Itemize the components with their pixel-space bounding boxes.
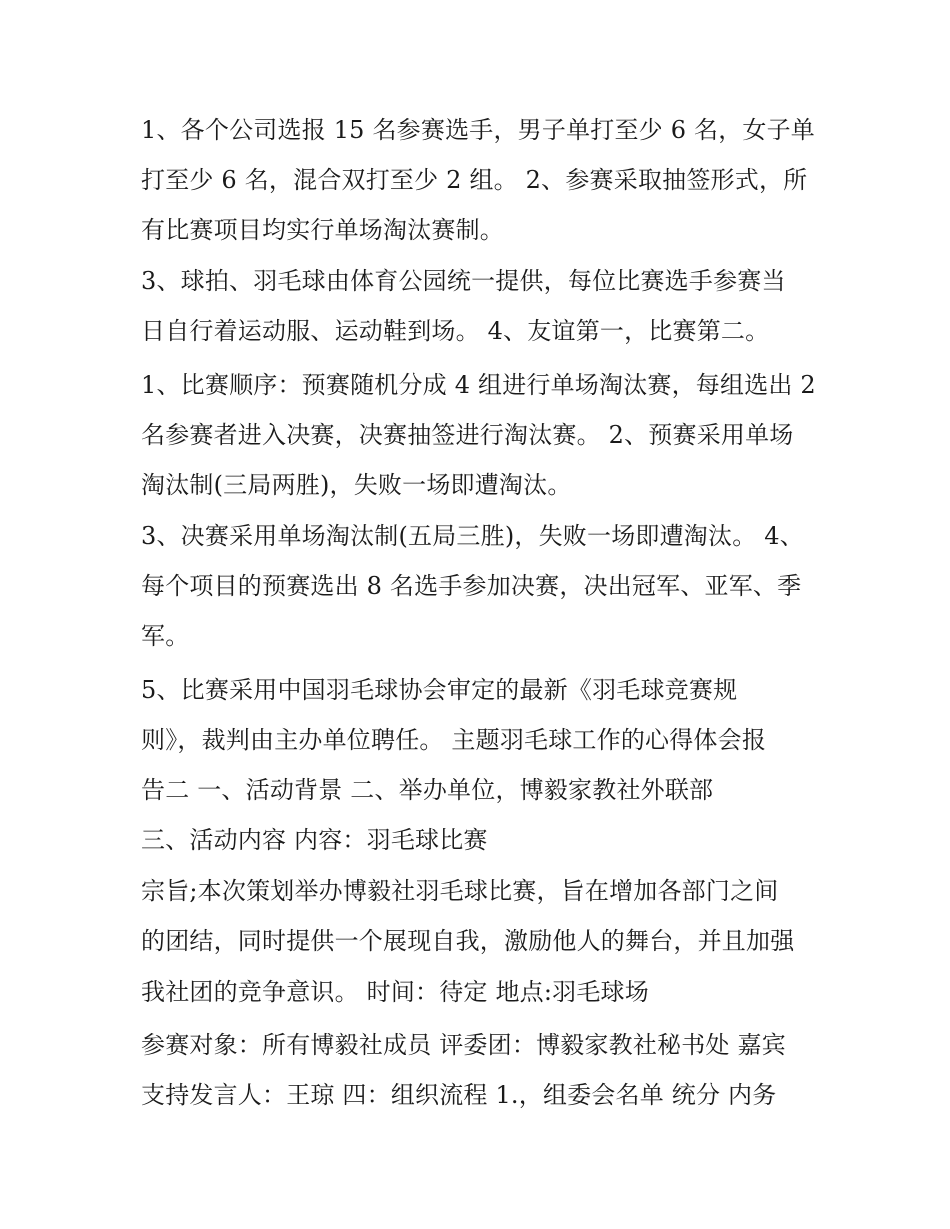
text-line-9: 3、决赛采用单场淘汰制(五局三胜)，失败一场即遭淘汰。 4、	[141, 522, 804, 550]
text-line-20: 支持发言人：王琼 四：组织流程 1.，组委会名单 统分 内务	[141, 1081, 777, 1109]
text-line-10: 每个项目的预赛选出 8 名选手参加决赛，决出冠军、亚军、季	[141, 572, 802, 600]
text-line-15: 三、活动内容 内容：羽毛球比赛	[141, 826, 488, 854]
text-line-13: 则》，裁判由主办单位聘任。 主题羽毛球工作的心得体会报	[141, 726, 767, 754]
text-line-11: 军。	[141, 622, 190, 650]
text-line-18: 我社团的竞争意识。 时间：待定 地点:羽毛球场	[141, 978, 649, 1006]
text-line-14: 告二 一、活动背景 二、举办单位，博毅家教社外联部	[141, 776, 714, 804]
text-line-3: 有比赛项目均实行单场淘汰赛制。	[141, 216, 504, 244]
text-line-19: 参赛对象：所有博毅社成员 评委团：博毅家教社秘书处 嘉宾	[141, 1031, 786, 1059]
text-line-5: 日自行着运动服、运动鞋到场。 4、友谊第一，比赛第二。	[141, 317, 770, 345]
text-line-1: 1、各个公司选报 15 名参赛选手，男子单打至少 6 名，女子单	[141, 116, 815, 144]
text-line-7: 名参赛者进入决赛，决赛抽签进行淘汰赛。 2、预赛采用单场	[141, 421, 794, 449]
text-line-8: 淘汰制(三局两胜)，失败一场即遭淘汰。	[141, 471, 572, 499]
text-line-16: 宗旨;本次策划举办博毅社羽毛球比赛，旨在增加各部门之间	[141, 877, 779, 905]
text-line-12: 5、比赛采用中国羽毛球协会审定的最新《羽毛球竞赛规	[141, 676, 738, 704]
text-line-2: 打至少 6 名，混合双打至少 2 组。 2、参赛采取抽签形式，所	[141, 166, 808, 194]
text-line-6: 1、比赛顺序：预赛随机分成 4 组进行单场淘汰赛，每组选出 2	[141, 371, 816, 399]
text-line-17: 的团结，同时提供一个展现自我，激励他人的舞台，并且加强	[141, 927, 795, 955]
text-line-4: 3、球拍、羽毛球由体育公园统一提供，每位比赛选手参赛当	[141, 267, 786, 295]
